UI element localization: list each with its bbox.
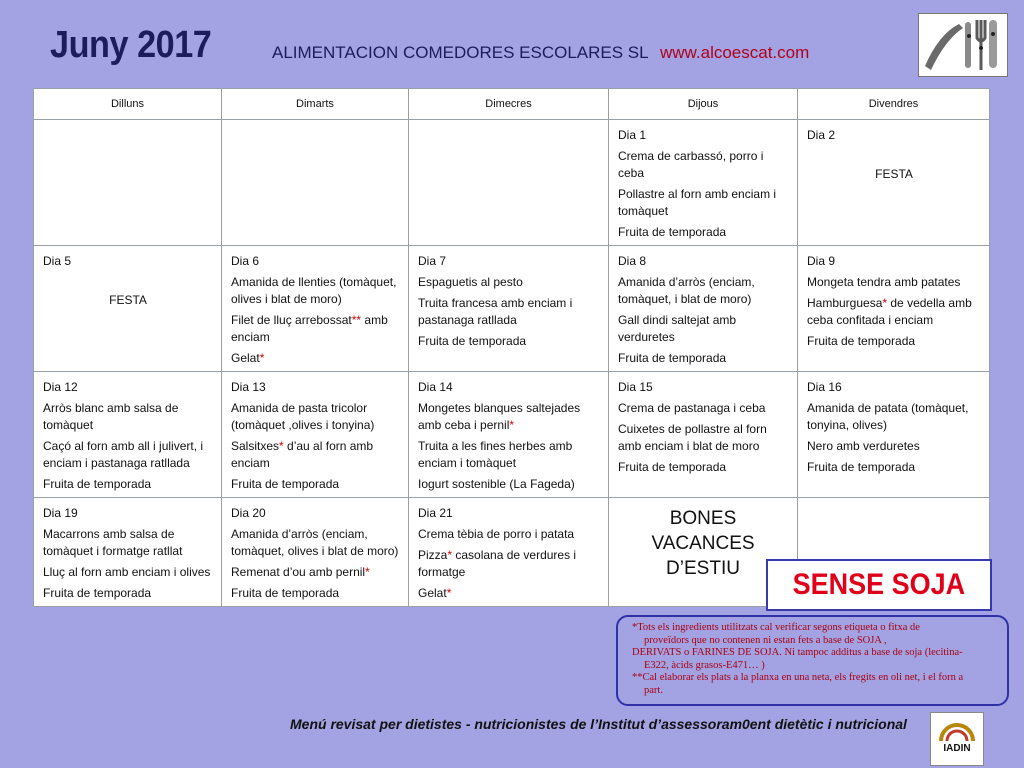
menu-cell bbox=[798, 372, 990, 498]
header-dilluns: Dilluns bbox=[34, 89, 222, 120]
dish-item: Fruita de temporada bbox=[807, 460, 916, 474]
menu-cell bbox=[409, 246, 609, 372]
note-line: **Cal elaborar els plats a la planxa en una neta, els fregits en oli net, i el forn a bbox=[632, 672, 964, 683]
dish-item: Crema de carbassó, porro i ceba bbox=[618, 149, 764, 180]
day-label: Dia 2 bbox=[807, 128, 836, 142]
dish-item: Mongeta tendra amb patates bbox=[807, 275, 961, 289]
dish-item: Amanida d’arròs (enciam, tomàquet, i blat de moro) bbox=[618, 275, 755, 306]
holiday-line: D’ESTIU bbox=[666, 558, 740, 579]
table-header-row bbox=[34, 89, 990, 120]
dish-item: Macarrons amb salsa de tomàquet i formatge ratllat bbox=[43, 527, 183, 558]
holiday-line: BONES bbox=[669, 508, 737, 529]
holiday-label: FESTA bbox=[875, 167, 913, 181]
menu-cell bbox=[609, 246, 798, 372]
day-label: Dia 13 bbox=[231, 380, 266, 394]
menu-cell bbox=[222, 498, 409, 607]
menu-cell bbox=[34, 498, 222, 607]
dish-item: Amanida de pasta tricolor (tomàquet ,olives i tonyina) bbox=[231, 401, 375, 432]
notes-box bbox=[616, 615, 1009, 706]
dish-item: Truita a les fines herbes amb enciam i tomàquet bbox=[418, 439, 573, 470]
dish-item: Nero amb verduretes bbox=[807, 439, 920, 453]
weekly-menu-table bbox=[33, 88, 990, 607]
menu-cell bbox=[798, 246, 990, 372]
dish-item: Gall dindi saltejat amb verduretes bbox=[618, 313, 737, 344]
dish-item: Espaguetis al pesto bbox=[418, 275, 523, 289]
menu-cell bbox=[409, 120, 609, 246]
dish-item: Pollastre al forn amb enciam i tomàquet bbox=[618, 187, 777, 218]
table-row bbox=[34, 246, 990, 372]
company-name: ALIMENTACION COMEDORES ESCOLARES SL bbox=[272, 43, 649, 62]
menu-cell bbox=[222, 372, 409, 498]
holiday-line: VACANCES bbox=[651, 533, 755, 554]
dish-item: Fruita de temporada bbox=[807, 334, 916, 348]
dish-item: Fruita de temporada bbox=[418, 334, 527, 348]
iadin-logo-icon bbox=[930, 712, 984, 766]
day-label: Dia 12 bbox=[43, 380, 78, 394]
dish-item: Salsitxes* d’au al forn amb enciam bbox=[231, 439, 374, 470]
day-label: Dia 15 bbox=[618, 380, 653, 394]
dish-item: Fruita de temporada bbox=[231, 586, 340, 600]
sense-soja-banner bbox=[766, 559, 992, 611]
note-line: proveïdors que no contenen ni estan fets a base de SOJA , bbox=[644, 634, 887, 646]
menu-cell bbox=[34, 372, 222, 498]
dish-item: Fruita de temporada bbox=[43, 586, 152, 600]
dish-item: Truita francesa amb enciam i pastanaga ratllada bbox=[418, 296, 573, 327]
day-label: Dia 6 bbox=[231, 254, 260, 268]
day-label: Dia 8 bbox=[618, 254, 647, 268]
table-row bbox=[34, 120, 990, 246]
dish-item: Pizza* casolana de verdures i formatge bbox=[418, 548, 577, 579]
dish-item: Amanida de llenties (tomàquet, olives i blat de moro) bbox=[231, 275, 397, 306]
dish-item: Cuixetes de pollastre al forn amb enciam i blat de moro bbox=[618, 422, 767, 453]
menu-cell bbox=[222, 246, 409, 372]
header-dimecres: Dimecres bbox=[409, 89, 609, 120]
dish-item: Arròs blanc amb salsa de tomàquet bbox=[43, 401, 179, 432]
menu-cell bbox=[798, 120, 990, 246]
note-line: part. bbox=[644, 684, 663, 696]
dish-item: Filet de lluç arrebossat** amb enciam bbox=[231, 313, 388, 344]
dish-item: Gelat* bbox=[231, 351, 265, 365]
header-dimarts: Dimarts bbox=[222, 89, 409, 120]
day-label: Dia 9 bbox=[807, 254, 836, 268]
note-line: DERIVATS o FARINES DE SOJA. Ni tampoc additus a base de soja (lecitina- bbox=[632, 647, 963, 658]
footer-text: Menú revisat per dietistes - nutricionistes de l’Institut d’assessoram0ent dietètic i nutricional bbox=[290, 716, 907, 732]
dish-item: Amanida d’arròs (enciam, tomàquet, olives i blat de moro) bbox=[231, 527, 399, 558]
dish-item: Fruita de temporada bbox=[43, 477, 152, 491]
menu-cell bbox=[609, 120, 798, 246]
dish-item: Caçó al forn amb all i julivert, i enciam i pastanaga ratllada bbox=[43, 439, 204, 470]
dish-item: Lluç al forn amb enciam i olives bbox=[43, 565, 211, 579]
dish-item: Iogurt sostenible (La Fageda) bbox=[418, 477, 575, 491]
day-label: Dia 19 bbox=[43, 506, 78, 520]
holiday-label: FESTA bbox=[109, 293, 147, 307]
dish-item: Remenat d’ou amb pernil* bbox=[231, 565, 370, 579]
dish-item: Hamburguesa* de vedella amb ceba confitada i enciam bbox=[807, 296, 972, 327]
table-row bbox=[34, 372, 990, 498]
dish-item: Fruita de temporada bbox=[618, 351, 727, 365]
menu-cell bbox=[609, 372, 798, 498]
dish-item: Crema de pastanaga i ceba bbox=[618, 401, 766, 415]
note-line: E322, àcids grasos-E471… ) bbox=[644, 659, 765, 671]
day-label: Dia 16 bbox=[807, 380, 842, 394]
dish-item: Amanida de patata (tomàquet, tonyina, olives) bbox=[807, 401, 969, 432]
day-label: Dia 7 bbox=[418, 254, 447, 268]
header-divendres: Divendres bbox=[798, 89, 990, 120]
website-link[interactable]: www.alcoescat.com bbox=[660, 43, 810, 62]
dish-item: Fruita de temporada bbox=[618, 225, 727, 239]
cutlery-logo-icon bbox=[918, 13, 1008, 77]
menu-cell bbox=[409, 372, 609, 498]
iadin-logo-text: IADIN bbox=[943, 743, 971, 754]
note-line: *Tots els ingredients utilitzats cal verificar segons etiqueta o fitxa de bbox=[632, 622, 920, 633]
day-label: Dia 21 bbox=[418, 506, 453, 520]
dish-item: Mongetes blanques saltejades amb ceba i pernil* bbox=[418, 401, 581, 432]
dish-item: Fruita de temporada bbox=[231, 477, 340, 491]
menu-cell bbox=[222, 120, 409, 246]
day-label: Dia 14 bbox=[418, 380, 453, 394]
dish-item: Fruita de temporada bbox=[618, 460, 727, 474]
day-label: Dia 1 bbox=[618, 128, 647, 142]
day-label: Dia 5 bbox=[43, 254, 72, 268]
dish-item: Gelat* bbox=[418, 586, 452, 600]
sense-soja-text: SENSE SOJA bbox=[792, 568, 966, 601]
menu-cell bbox=[34, 246, 222, 372]
dish-item: Crema tèbia de porro i patata bbox=[418, 527, 575, 541]
page-title: Juny 2017 bbox=[50, 24, 212, 66]
menu-cell bbox=[34, 120, 222, 246]
menu-cell bbox=[409, 498, 609, 607]
header-dijous: Dijous bbox=[609, 89, 798, 120]
day-label: Dia 20 bbox=[231, 506, 266, 520]
